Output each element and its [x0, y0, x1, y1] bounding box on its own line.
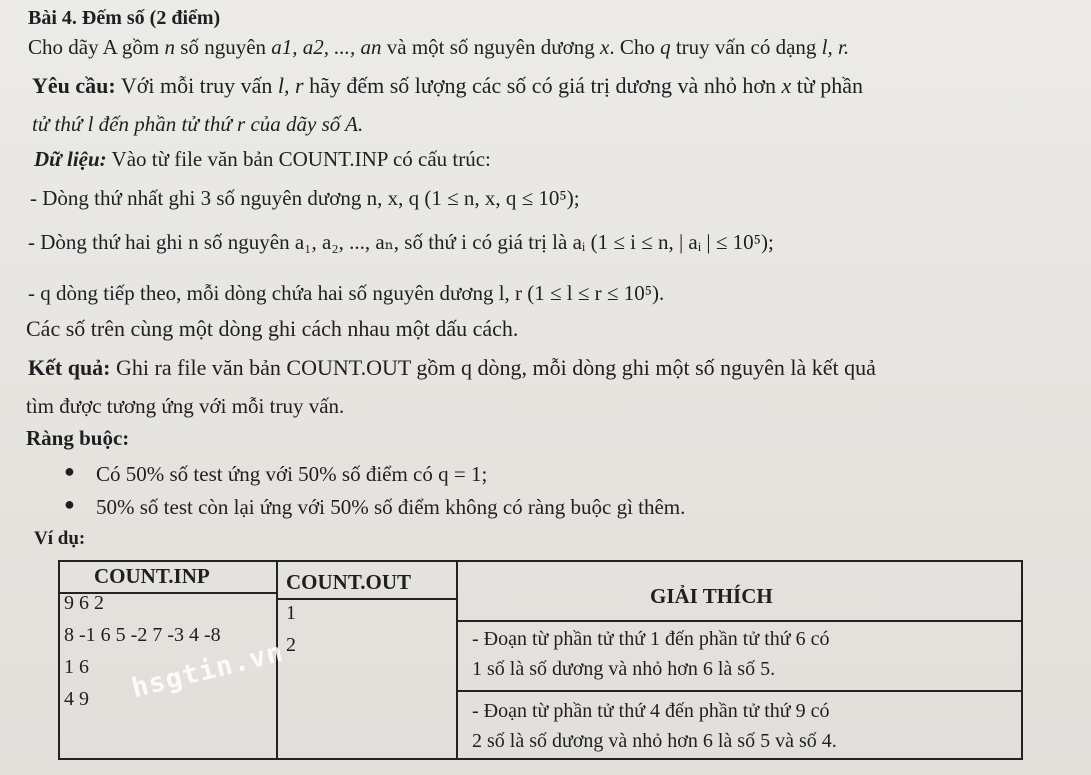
inp-line: 9 6 2: [64, 592, 104, 614]
explain-line: - Đoạn từ phần tử thứ 1 đến phần tử thứ 6 có: [472, 628, 830, 650]
out-line: 1: [286, 602, 296, 624]
input-heading: Dữ liệu: Vào từ file văn bản COUNT.INP có cấu trúc:: [34, 147, 491, 171]
constraint-item-2: 50% số test còn lại ứng với 50% số điểm không có ràng buộc gì thêm.: [96, 495, 686, 519]
inp-line: 4 9: [64, 688, 89, 710]
header-divider: [276, 598, 458, 600]
output-line-2: tìm được tương ứng với mỗi truy vấn.: [26, 394, 345, 418]
input-line-2: - Dòng thứ hai ghi n số nguyên a₁, a₂, ..., aₙ, số thứ i có giá trị là aᵢ (1 ≤ i ≤ n, | aᵢ | ≤ 10⁵);: [28, 230, 774, 254]
out-line: 2: [286, 634, 296, 656]
header-divider: [456, 620, 1022, 622]
explain-line: 1 số là số dương và nhỏ hơn 6 là số 5.: [472, 658, 776, 680]
problem-title: Bài 4. Đếm số (2 điểm): [28, 7, 221, 29]
input-line-1: - Dòng thứ nhất ghi 3 số nguyên dương n, x, q (1 ≤ n, x, q ≤ 10⁵);: [30, 186, 580, 210]
bullet-icon: ●: [64, 494, 75, 514]
input-line-4: Các số trên cùng một dòng ghi cách nhau một dấu cách.: [26, 316, 519, 341]
constraint-item-1: Có 50% số test ứng với 50% số điểm có q = 1;: [96, 462, 488, 486]
header-explain: GIẢI THÍCH: [650, 584, 773, 608]
inp-line: 1 6: [64, 656, 89, 678]
constraints-heading: Ràng buộc:: [26, 426, 130, 450]
requirement-line-2: tử thứ l đến phần tử thứ r của dãy số A.: [32, 112, 364, 136]
intro-line: Cho dãy A gồm n số nguyên a1, a2, ..., an và một số nguyên dương x. Cho q truy vấn có dạng l, r.: [28, 35, 850, 59]
column-divider: [456, 562, 458, 758]
inp-line: 8 -1 6 5 -2 7 -3 4 -8: [64, 624, 221, 646]
output-heading: Kết quả: Ghi ra file văn bản COUNT.OUT gồm q dòng, mỗi dòng ghi một số nguyên là kết quả: [28, 355, 876, 380]
row-divider: [456, 690, 1022, 692]
explain-line: 2 số là số dương và nhỏ hơn 6 là số 5 và số 4.: [472, 730, 837, 752]
explain-line: - Đoạn từ phần tử thứ 4 đến phần tử thứ 9 có: [472, 700, 830, 722]
bullet-icon: ●: [64, 461, 75, 481]
input-line-3: - q dòng tiếp theo, mỗi dòng chứa hai số nguyên dương l, r (1 ≤ l ≤ r ≤ 10⁵).: [28, 281, 665, 305]
example-label: Ví dụ:: [34, 528, 86, 549]
header-count-inp: COUNT.INP: [94, 564, 210, 588]
requirement-line: Yêu cầu: Với mỗi truy vấn l, r hãy đếm số lượng các số có giá trị dương và nhỏ hơn x từ phần: [32, 73, 864, 98]
header-count-out: COUNT.OUT: [286, 570, 412, 594]
site-watermark: hsgtin.vn: [128, 636, 287, 705]
